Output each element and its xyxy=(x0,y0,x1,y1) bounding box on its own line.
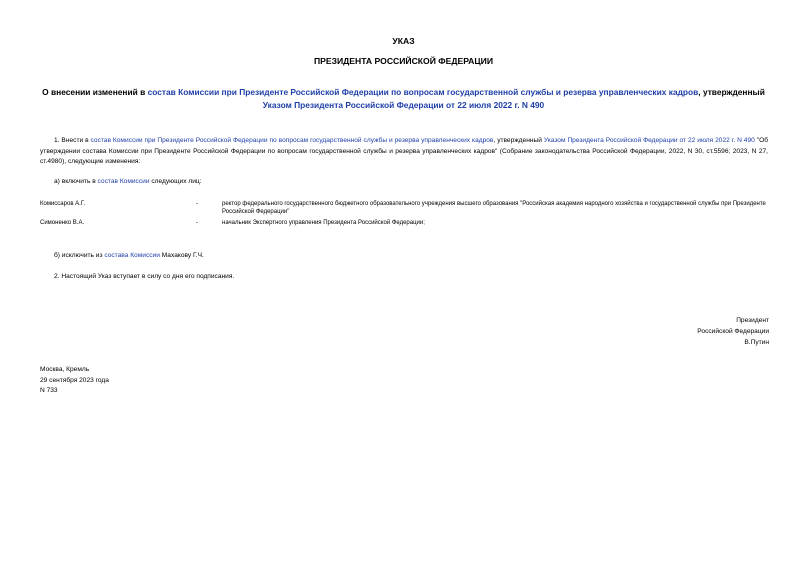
signature-position: Президент xyxy=(736,317,769,324)
signature-block xyxy=(697,315,769,348)
members-table xyxy=(40,200,768,238)
paragraph-1-prefix: 1. Внести в xyxy=(54,137,91,144)
place-date-block xyxy=(40,365,109,397)
subject-link-decree[interactable]: Указом Президента Российской Федерации от 22 июля 2022 г. N 490 xyxy=(262,99,545,110)
member-dash: - xyxy=(196,201,198,207)
paragraph-b-suffix: Махакову Г.Ч. xyxy=(159,252,204,259)
signature-country: Российской Федерации xyxy=(697,328,769,335)
paragraph-a-link-commission[interactable]: состав Комиссии xyxy=(97,178,150,185)
signing-date: 29 сентября 2023 года xyxy=(40,376,109,384)
subject-middle: , утвержденный xyxy=(698,87,765,97)
paragraph-1-link-commission[interactable]: состав Комиссии при Президенте Российской Федерации по вопросам государственной службы и резерва управленческих кадров xyxy=(90,137,494,144)
paragraph-1-middle: , утвержденный xyxy=(493,137,544,144)
paragraph-a-prefix: а) включить в xyxy=(54,178,98,185)
signature-name: В.Путин xyxy=(744,339,769,346)
issuer-title: ПРЕЗИДЕНТА РОССИЙСКОЙ ФЕДЕРАЦИИ xyxy=(313,56,494,66)
paragraph-a xyxy=(54,178,201,185)
paragraph-b xyxy=(54,252,204,259)
document-subject xyxy=(40,86,767,111)
document-type-title: УКАЗ xyxy=(392,36,415,46)
paragraph-b-prefix: б) исключить из xyxy=(54,252,105,259)
subject-link-commission[interactable]: состав Комиссии при Президенте Российской Федерации по вопросам государственной службы и резерва управленческих кадров xyxy=(147,87,699,97)
table-row xyxy=(40,219,768,238)
paragraph-1-suffix: "Об утверждении состава Комиссии при Президенте Российской Федерации по вопросам государственной службы и резерва управленческих кадров" (Собрание законодательства Российской Федерации, 2022, N 30, ст.5596; 2023, N 27, ст.4980), следующие изменения: xyxy=(40,137,768,165)
member-dash: - xyxy=(196,220,198,226)
paragraph-1-link-decree[interactable]: Указом Президента Российской Федерации от 22 июля 2022 г. N 490 xyxy=(543,137,755,144)
paragraph-2: 2. Настоящий Указ вступает в силу со дня его подписания. xyxy=(54,273,235,280)
paragraph-b-link-commission[interactable]: состава Комиссии xyxy=(104,252,160,259)
subject-prefix: О внесении изменений в xyxy=(42,87,148,97)
member-name: Симоненко В.А. xyxy=(40,220,85,226)
paragraph-1 xyxy=(40,136,768,168)
member-name: Комиссаров А.Г. xyxy=(40,201,86,207)
member-position: начальник Экспертного управления Президента Российской Федерации; xyxy=(222,220,425,226)
signing-place: Москва, Кремль xyxy=(40,366,90,373)
member-position: ректор федерального государственного бюджетного образовательного учреждения высшего образования "Российская академия народного хозяйства и государственной службы при Президенте Российской Федерации" xyxy=(222,201,766,215)
document-number: N 733 xyxy=(40,387,58,394)
table-row xyxy=(40,200,768,219)
paragraph-a-suffix: следующих лиц: xyxy=(149,178,202,185)
